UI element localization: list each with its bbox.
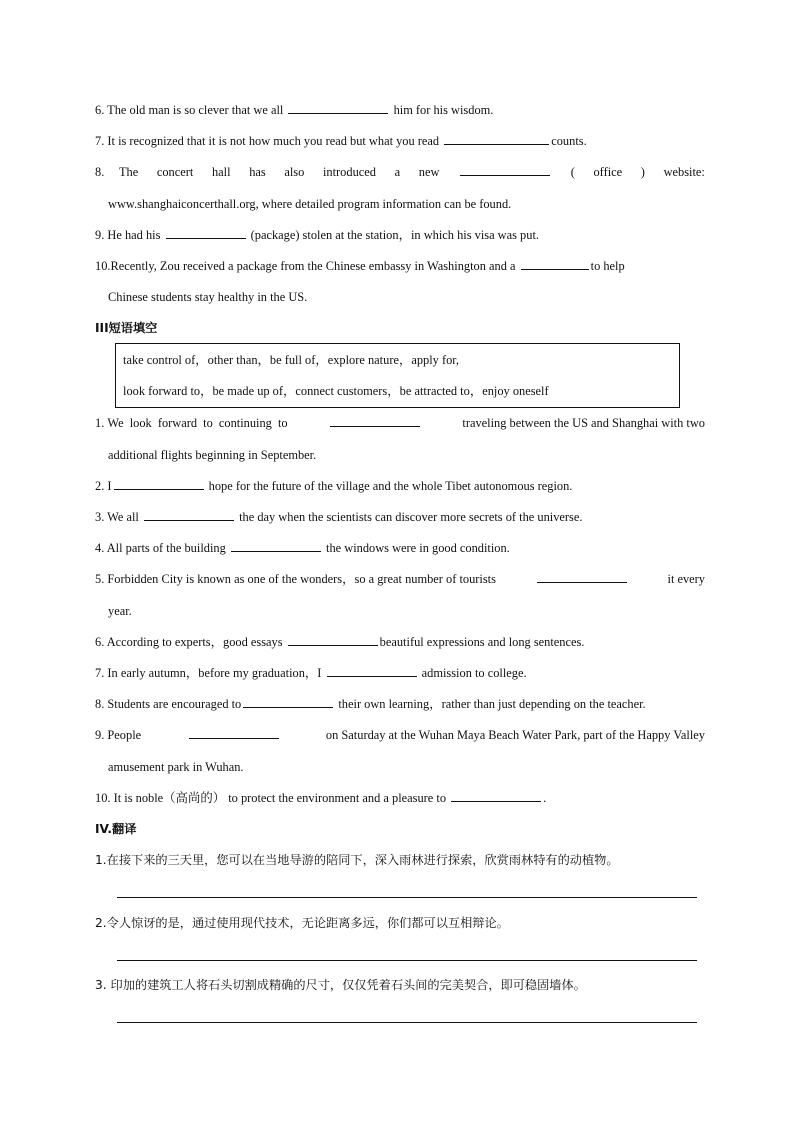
phrase-box bbox=[115, 343, 680, 408]
section-heading-3: III短语填空 bbox=[95, 321, 158, 335]
answer-blank[interactable] bbox=[114, 478, 204, 490]
s2-item-10-cont bbox=[108, 289, 718, 305]
item-text: www.shanghaiconcerthall.org, where detailed program information can be found. bbox=[108, 197, 512, 211]
hint-paren: ) bbox=[640, 165, 645, 179]
s2-item-6 bbox=[95, 102, 705, 118]
item-text: We look forward to continuing to bbox=[107, 416, 288, 430]
item-number: 2. bbox=[95, 479, 105, 493]
item-text: He had his bbox=[107, 228, 161, 242]
item-text: the day when the scientists can discover more secrets of the universe. bbox=[239, 510, 583, 524]
item-text: People bbox=[107, 728, 142, 742]
item-number: 9. bbox=[95, 228, 105, 242]
item-number: 10. bbox=[95, 791, 111, 805]
s3-item-1 bbox=[95, 415, 705, 431]
translation-answer-line[interactable] bbox=[117, 960, 697, 961]
section-heading-4: IV.翻译 bbox=[95, 822, 137, 836]
item-number: 5. bbox=[95, 572, 105, 586]
item-number: 1. bbox=[95, 416, 105, 430]
item-number: 10. bbox=[95, 259, 111, 273]
item-number: 3. bbox=[95, 510, 105, 524]
item-text: hope for the future of the village and the whole Tibet autonomous region. bbox=[208, 479, 573, 493]
item-text: Students are encouraged to bbox=[107, 697, 242, 711]
item-text: (package) stolen at the station，in which his visa was put. bbox=[250, 228, 539, 242]
item-text: It is recognized that it is not how much you read but what you read bbox=[107, 134, 440, 148]
item-text: their own learning，rather than just depending on the teacher. bbox=[338, 697, 646, 711]
s2-item-8-cont bbox=[108, 196, 718, 212]
item-text: counts. bbox=[551, 134, 587, 148]
s4-item-3: 3. 印加的建筑工人将石头切割成精确的尺寸，仅仅凭着石头间的完美契合，即可稳固墙体。 bbox=[95, 978, 586, 992]
s2-item-8 bbox=[95, 164, 705, 180]
item-word: has bbox=[249, 165, 266, 179]
item-text: It is noble（高尚的） to protect the environment and a pleasure to bbox=[113, 791, 447, 805]
answer-blank[interactable] bbox=[231, 540, 321, 552]
item-number: 6. bbox=[95, 103, 105, 117]
s3-item-4 bbox=[95, 540, 705, 556]
answer-blank[interactable] bbox=[288, 634, 378, 646]
answer-blank[interactable] bbox=[537, 571, 627, 583]
item-word: also bbox=[284, 165, 305, 179]
item-text: I bbox=[107, 479, 112, 493]
item-text: him for his wisdom. bbox=[393, 103, 494, 117]
s3-item-6 bbox=[95, 634, 705, 650]
item-text: According to experts，good essays bbox=[106, 635, 283, 649]
item-text: on Saturday at the Wuhan Maya Beach Water Park, part of the Happy Valley bbox=[325, 728, 705, 742]
item-text: additional flights beginning in September. bbox=[108, 448, 317, 462]
s3-item-7 bbox=[95, 665, 705, 681]
item-text: it every bbox=[667, 572, 705, 586]
answer-blank[interactable] bbox=[144, 509, 234, 521]
s2-item-9 bbox=[95, 227, 705, 243]
item-text: to help bbox=[590, 259, 625, 273]
item-text: All parts of the building bbox=[106, 541, 226, 555]
item-word: a bbox=[394, 165, 401, 179]
item-number: 8. bbox=[95, 697, 105, 711]
s3-item-5-cont bbox=[108, 603, 718, 619]
item-word: concert bbox=[156, 165, 194, 179]
s3-item-1-cont bbox=[108, 447, 718, 463]
s4-item-1: 1.在接下来的三天里，您可以在当地导游的陪同下，深入雨林进行探索，欣赏雨林特有的动植物。 bbox=[95, 853, 619, 867]
phrase-list-line-1: take control of，other than，be full of，explore nature，apply for, bbox=[123, 353, 460, 367]
item-text: amusement park in Wuhan. bbox=[108, 760, 244, 774]
s3-item-9-cont bbox=[108, 759, 718, 775]
item-text: beautiful expressions and long sentences. bbox=[379, 635, 585, 649]
item-text: Forbidden City is known as one of the wonders，so a great number of tourists bbox=[107, 572, 496, 586]
item-text: admission to college. bbox=[421, 666, 527, 680]
item-text: In early autumn，before my graduation，I bbox=[107, 666, 322, 680]
answer-blank[interactable] bbox=[288, 102, 388, 114]
answer-blank[interactable] bbox=[189, 727, 279, 739]
s3-item-3 bbox=[95, 509, 705, 525]
item-word: website: bbox=[663, 165, 705, 179]
item-word: new bbox=[418, 165, 440, 179]
item-word: The bbox=[118, 165, 139, 179]
item-number: 6. bbox=[95, 635, 105, 649]
word-hint: office bbox=[593, 165, 623, 179]
item-text: traveling between the US and Shanghai with two bbox=[462, 416, 705, 430]
s3-item-9 bbox=[95, 727, 705, 743]
s2-item-7 bbox=[95, 133, 705, 149]
item-text: We all bbox=[107, 510, 139, 524]
answer-blank[interactable] bbox=[460, 164, 550, 176]
s3-item-10 bbox=[95, 790, 705, 806]
item-number: 7. bbox=[95, 666, 105, 680]
phrase-list-line-2: look forward to，be made up of，connect customers，be attracted to，enjoy oneself bbox=[123, 384, 549, 398]
answer-blank[interactable] bbox=[243, 696, 333, 708]
s3-item-8 bbox=[95, 696, 705, 712]
item-text: Chinese students stay healthy in the US. bbox=[108, 290, 308, 304]
answer-blank[interactable] bbox=[521, 258, 589, 270]
answer-blank[interactable] bbox=[451, 790, 541, 802]
s3-item-5 bbox=[95, 571, 705, 587]
s2-item-10 bbox=[95, 258, 705, 274]
item-text: year. bbox=[108, 604, 132, 618]
item-number: 9. bbox=[95, 728, 105, 742]
s3-item-2 bbox=[95, 478, 705, 494]
item-number: 8. bbox=[95, 165, 105, 179]
item-number: 4. bbox=[95, 541, 105, 555]
answer-blank[interactable] bbox=[444, 133, 549, 145]
item-text: . bbox=[543, 791, 547, 805]
item-text: Recently, Zou received a package from the Chinese embassy in Washington and a bbox=[110, 259, 516, 273]
answer-blank[interactable] bbox=[327, 665, 417, 677]
item-word: introduced bbox=[322, 165, 376, 179]
item-text: The old man is so clever that we all bbox=[107, 103, 284, 117]
item-number: 7. bbox=[95, 134, 105, 148]
answer-blank[interactable] bbox=[330, 415, 420, 427]
translation-answer-line[interactable] bbox=[117, 1022, 697, 1023]
s4-item-2: 2.令人惊讶的是，通过使用现代技术，无论距离多远，你们都可以互相辩论。 bbox=[95, 916, 509, 930]
hint-paren: ( bbox=[570, 165, 575, 179]
item-text: the windows were in good condition. bbox=[326, 541, 510, 555]
translation-answer-line[interactable] bbox=[117, 897, 697, 898]
answer-blank[interactable] bbox=[166, 227, 246, 239]
item-word: hall bbox=[211, 165, 231, 179]
